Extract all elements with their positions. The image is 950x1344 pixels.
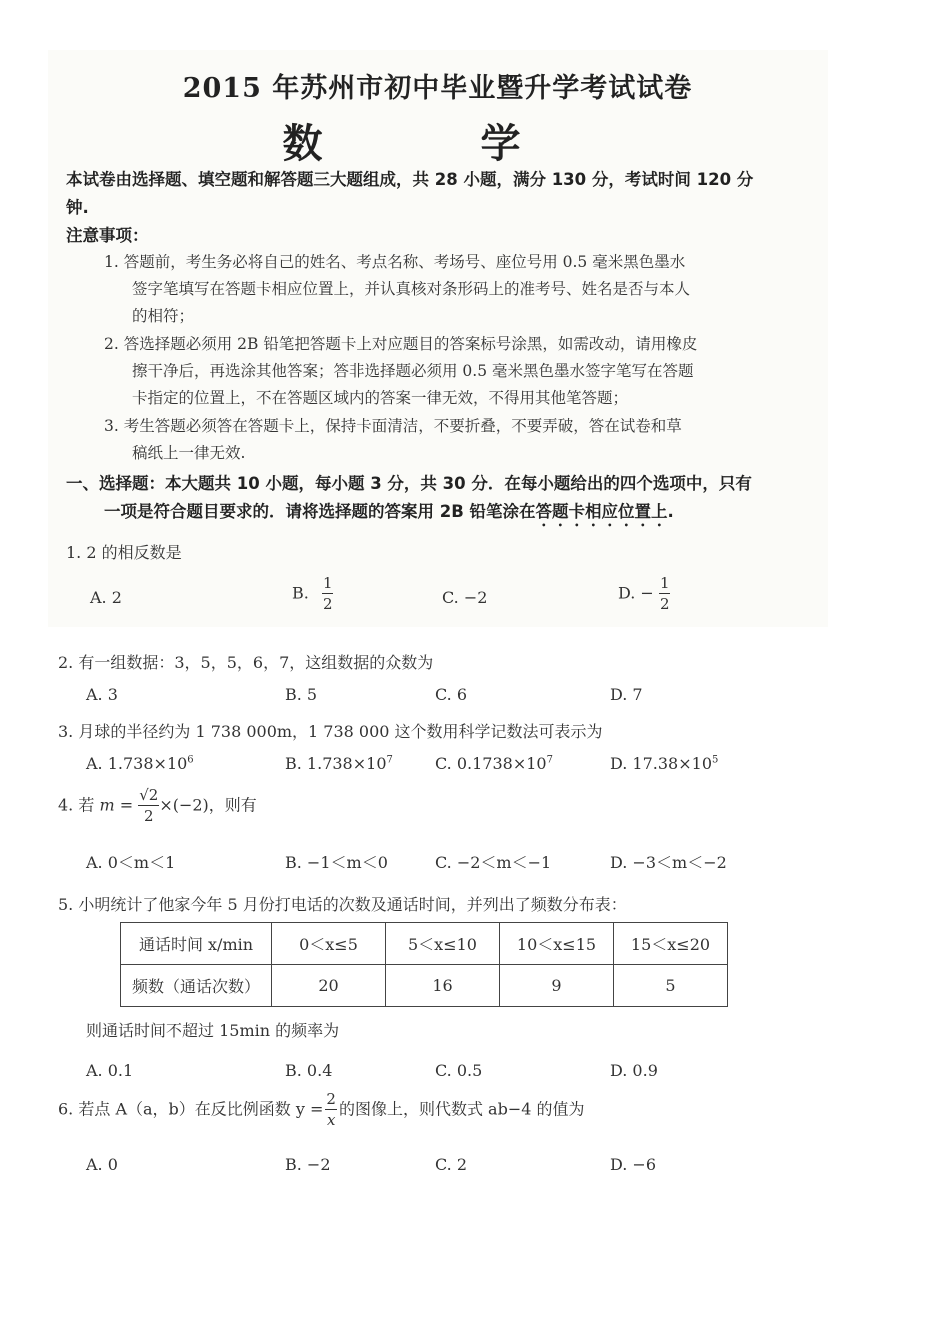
q3-option-d [610,754,718,773]
fraction-numerator: √2 [139,786,159,804]
note-1-line-3: 的相符； [132,307,195,325]
q1-option-b-fraction [322,576,334,612]
fraction-numerator: 1 [322,574,333,592]
exam-title: 2015 年苏州市初中毕业暨升学考试试卷 [182,73,693,104]
option-text: D. 17.38×10 [610,754,712,773]
notes-heading: 注意事项： [66,226,149,245]
q3-option-a [86,754,194,773]
table-header-cell: 5＜x≤10 [386,923,500,965]
fraction-denominator: 2 [659,595,670,613]
exponent: 6 [187,754,194,766]
question-4-stem [58,788,257,824]
q3-option-b [285,754,393,773]
emphasis-text: 答题卡相应位置上 [535,502,668,521]
note-2-line-2: 擦干净后，再选涂其他答案；答非选择题必须用 0.5 毫米黑色墨水签字笔写在答题 [132,362,694,380]
option-text: B. 1.738×10 [285,754,387,773]
table-cell: 5 [614,965,728,1007]
exponent: 7 [386,754,393,766]
exponent: 7 [546,754,553,766]
section-1-line-1: 一、选择题：本大题共 10 小题，每小题 3 分，共 30 分．在每小题给出的四个选项中，只有 [66,474,752,493]
option-text: C. 0.1738×10 [435,754,547,773]
q5-option-b: B. 0.4 [285,1061,333,1080]
q6-prefix: 6. 若点 A（a，b）在反比例函数 y = [58,1099,324,1119]
q4-option-a: A. 0＜m＜1 [86,853,176,872]
q1-option-d-fraction [659,576,671,612]
q1-option-a: A. 2 [90,588,122,607]
table-header-row [121,923,728,965]
q4-option-c: C. −2＜m＜−1 [435,853,552,872]
question-1-stem: 1. 2 的相反数是 [66,543,182,562]
fraction-denominator: 2 [143,807,154,825]
q1-option-d [618,576,670,612]
fraction-denominator: 2 [322,595,333,613]
table-header-cell: 0＜x≤5 [272,923,386,965]
q2-option-b: B. 5 [285,685,318,704]
note-1-line-1: 1. 答题前，考生务必将自己的姓名、考点名称、考场号、座位号用 0.5 毫米黑色墨水 [104,253,686,271]
q6-option-b: B. −2 [285,1155,331,1174]
q3-option-c [435,754,553,773]
exponent: 5 [712,754,719,766]
q4-option-b: B. −1＜m＜0 [285,853,388,872]
q4-fraction [138,788,159,824]
table-header-cell: 15＜x≤20 [614,923,728,965]
q6-fraction [325,1092,337,1128]
q6-option-d: D. −6 [610,1155,657,1174]
fraction-denominator: x [326,1111,336,1129]
section-1-line-2 [104,498,674,530]
intro-line-1: 本试卷由选择题、填空题和解答题三大题组成，共 28 小题，满分 130 分，考试时间 120 分 [66,170,754,189]
note-2-line-3: 卡指定的位置上，不在答题区域内的答案一律无效，不得用其他笔答题； [132,389,629,407]
table-row [121,965,728,1007]
option-text: A. 1.738×10 [86,754,188,773]
q5-option-a: A. 0.1 [86,1061,134,1080]
q2-option-d: D. 7 [610,685,643,704]
section-1-period: . [667,502,674,521]
q1-option-b [292,576,333,612]
q2-option-c: C. 6 [435,685,468,704]
q4-prefix: 4. 若 [58,795,95,815]
subject-title: 数 学 [282,120,593,167]
q6-tail: 的图像上，则代数式 ab−4 的值为 [338,1099,585,1119]
intro-line-2: 钟. [66,198,89,217]
question-3-stem: 3. 月球的半径约为 1 738 000m，1 738 000 这个数用科学记数法可表示为 [58,722,603,741]
fraction-numerator: 2 [326,1090,336,1108]
q2-option-a: A. 3 [86,685,118,704]
fraction-numerator: 1 [659,574,670,592]
table-cell: 20 [272,965,386,1007]
q1-option-d-label: D. − [618,583,654,603]
question-5-follow: 则通话时间不超过 15min 的频率为 [86,1021,340,1040]
q4-variable: m [99,795,115,815]
table-cell: 9 [500,965,614,1007]
note-3-line-2: 稿纸上一律无效. [132,444,246,462]
table-header-cell: 通话时间 x/min [121,923,272,965]
q6-option-c: C. 2 [435,1155,468,1174]
q4-option-d: D. −3＜m＜−2 [610,853,727,872]
note-1-line-2: 签字笔填写在答题卡相应位置上，并认真核对条形码上的准考号、姓名是否与本人 [132,280,691,298]
note-3-line-1: 3. 考生答题必须答在答题卡上，保持卡面清洁，不要折叠，不要弄破，答在试卷和草 [104,417,682,435]
q6-option-a: A. 0 [86,1155,118,1174]
frequency-table [120,922,728,1007]
table-header-cell: 10＜x≤15 [500,923,614,965]
question-6-stem [58,1092,585,1128]
table-cell: 频数（通话次数） [121,965,272,1007]
question-5-stem: 5. 小明统计了他家今年 5 月份打电话的次数及通话时间，并列出了频数分布表： [58,895,627,914]
question-2-stem: 2. 有一组数据：3，5，5，6，7，这组数据的众数为 [58,653,434,672]
table-cell: 16 [386,965,500,1007]
q1-option-c: C. −2 [442,588,488,607]
q5-option-d: D. 0.9 [610,1061,658,1080]
q1-option-b-label: B. [292,583,309,603]
section-1-text: 一项是符合题目要求的．请将选择题的答案用 2B 铅笔涂在 [104,502,536,521]
q4-tail: ×(−2)，则有 [159,795,257,815]
q4-equals: = [114,795,139,815]
note-2-line-1: 2. 答选择题必须用 2B 铅笔把答题卡上对应题目的答案标号涂黑，如需改动，请用橡皮 [104,335,698,353]
q5-option-c: C. 0.5 [435,1061,483,1080]
